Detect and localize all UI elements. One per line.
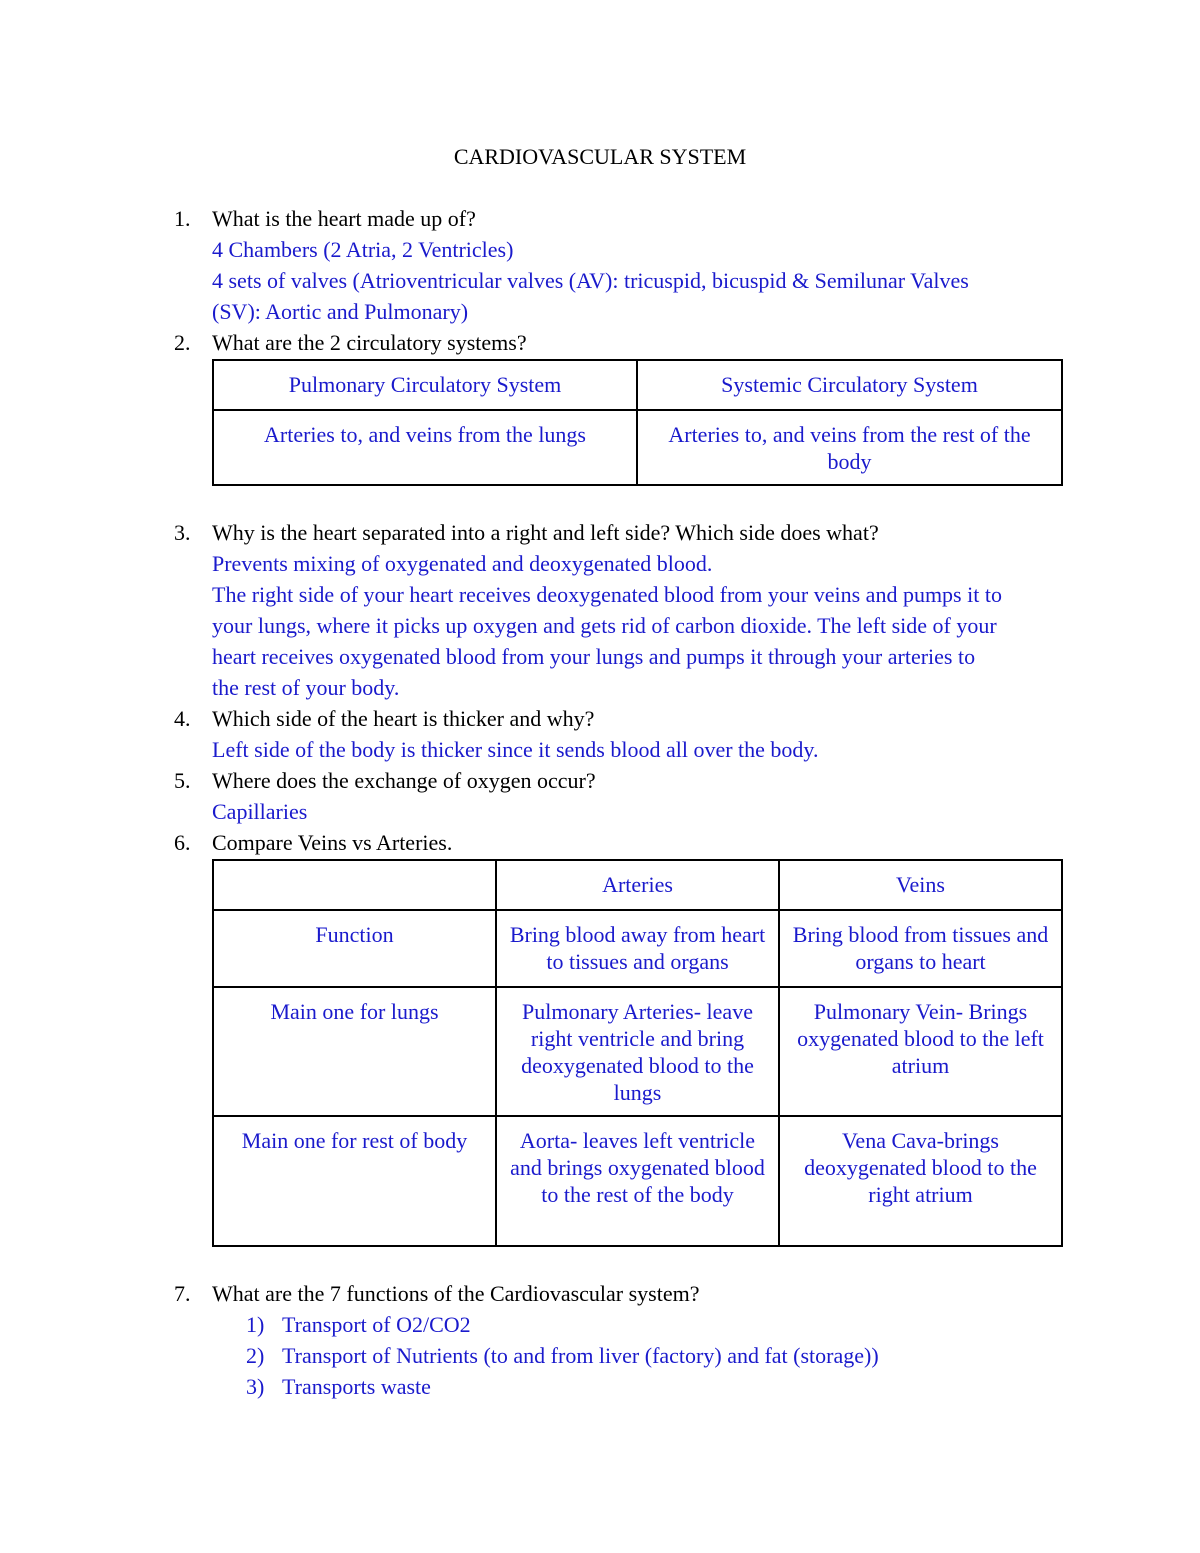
answer-line: 4 sets of valves (Atrioventricular valves (AV): tricuspid, bicuspid & Semilunar Valves — [212, 268, 969, 293]
circulatory-systems-table — [212, 359, 1063, 486]
question-text: What are the 7 functions of the Cardiovascular system? — [212, 1281, 700, 1306]
answer-3 — [212, 548, 1072, 703]
answer-line: heart receives oxygenated blood from your lungs and pumps it through your arteries to — [212, 644, 976, 669]
function-item — [246, 1340, 879, 1371]
table-header-cell: Arteries — [496, 860, 779, 910]
question-number: 4. — [174, 706, 191, 731]
table-cell: Arteries to, and veins from the lungs — [213, 410, 637, 485]
question-text: What is the heart made up of? — [212, 206, 476, 231]
veins-vs-arteries-table — [212, 859, 1063, 1247]
table-cell: Vena Cava-brings deoxygenated blood to the right atrium — [779, 1116, 1062, 1246]
table-row-label: Function — [213, 910, 496, 987]
question-text: Which side of the heart is thicker and why? — [212, 706, 595, 731]
table-header-cell: Pulmonary Circulatory System — [213, 360, 637, 410]
table-cell: Bring blood away from heart to tissues and organs — [496, 910, 779, 987]
page-title: CARDIOVASCULAR SYSTEM — [453, 144, 747, 169]
answer-line: The right side of your heart receives deoxygenated blood from your veins and pumps it to — [212, 582, 1002, 607]
question-number: 2. — [174, 330, 191, 355]
question-text: Compare Veins vs Arteries. — [212, 830, 453, 855]
table-cell: Bring blood from tissues and organs to heart — [779, 910, 1062, 987]
table-cell: Aorta- leaves left ventricle and brings oxygenated blood to the rest of the body — [496, 1116, 779, 1246]
question-number: 1. — [174, 206, 191, 231]
question-text: Where does the exchange of oxygen occur? — [212, 768, 596, 793]
answer-line: (SV): Aortic and Pulmonary) — [212, 299, 469, 324]
answer-line: Prevents mixing of oxygenated and deoxygenated blood. — [212, 551, 713, 576]
table-row — [213, 987, 1062, 1116]
table-header-cell — [213, 860, 496, 910]
answer-line: the rest of your body. — [212, 675, 400, 700]
question-text: What are the 2 circulatory systems? — [212, 330, 527, 355]
table-row — [213, 1116, 1062, 1246]
function-item — [246, 1309, 471, 1340]
list-marker: 1) — [246, 1312, 265, 1337]
list-marker: 3) — [246, 1374, 265, 1399]
list-item-text: Transport of O2/CO2 — [282, 1312, 471, 1337]
question-number: 3. — [174, 520, 191, 545]
table-header-cell: Veins — [779, 860, 1062, 910]
question-number: 7. — [174, 1281, 191, 1306]
list-marker: 2) — [246, 1343, 265, 1368]
question-number: 6. — [174, 830, 191, 855]
table-header-row — [213, 860, 1062, 910]
answer-4: Left side of the body is thicker since it sends blood all over the body. — [212, 737, 819, 762]
answer-line: your lungs, where it picks up oxygen and gets rid of carbon dioxide. The left side of your — [212, 613, 997, 638]
list-item-text: Transports waste — [282, 1374, 431, 1399]
answer-1 — [212, 234, 1072, 327]
table-cell: Pulmonary Arteries- leave right ventricle and bring deoxygenated blood to the lungs — [496, 987, 779, 1116]
table-cell: Arteries to, and veins from the rest of the body — [637, 410, 1062, 485]
table-header-row — [213, 360, 1062, 410]
table-row — [213, 910, 1062, 987]
table-row-label: Main one for rest of body — [213, 1116, 496, 1246]
question-text: Why is the heart separated into a right and left side? Which side does what? — [212, 520, 879, 545]
answer-line: 4 Chambers (2 Atria, 2 Ventricles) — [212, 237, 514, 262]
question-number: 5. — [174, 768, 191, 793]
table-cell: Pulmonary Vein- Brings oxygenated blood to the left atrium — [779, 987, 1062, 1116]
function-item — [246, 1371, 431, 1402]
table-header-cell: Systemic Circulatory System — [637, 360, 1062, 410]
answer-5: Capillaries — [212, 799, 308, 824]
table-row-label: Main one for lungs — [213, 987, 496, 1116]
list-item-text: Transport of Nutrients (to and from liver (factory) and fat (storage)) — [282, 1343, 879, 1368]
table-row — [213, 410, 1062, 485]
